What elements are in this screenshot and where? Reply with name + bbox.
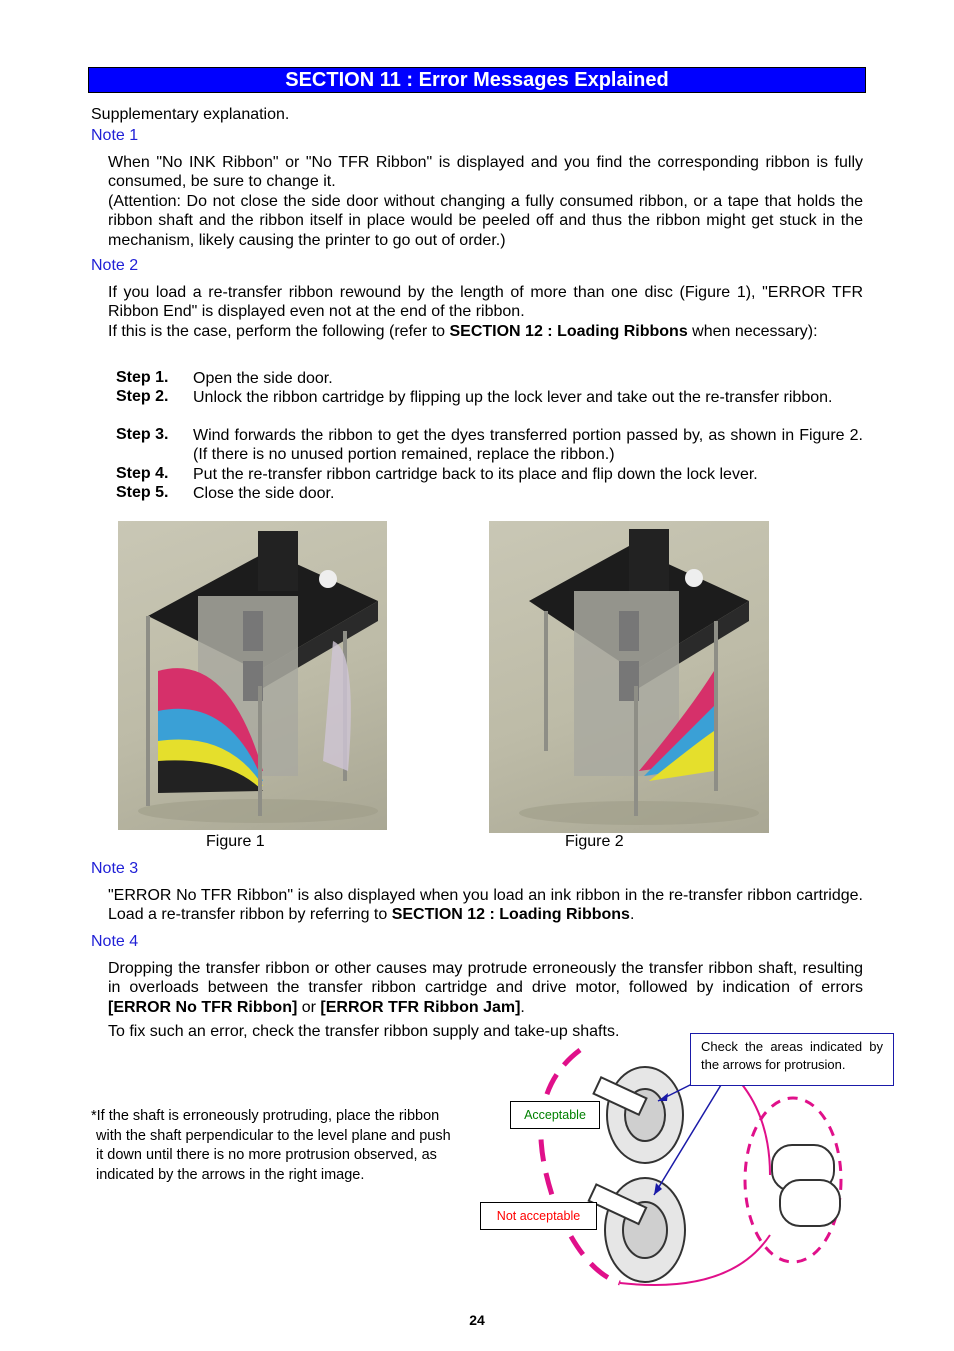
step-5-label: Step 5.	[116, 484, 169, 501]
footnote-line-4: indicated by the arrows in the right image.	[96, 1167, 365, 1183]
roller-2	[780, 1180, 840, 1226]
note2-paragraph-2	[108, 322, 863, 341]
note3-label: Note 3	[91, 860, 139, 877]
step-2-text: Unlock the ribbon cartridge by flipping up the lock lever and take out the re-transfer ribbon.	[193, 389, 833, 406]
step-5-text: Close the side door.	[193, 485, 335, 502]
note2-paragraph-1: If you load a re-transfer ribbon rewound by the length of more than one disc (Figure 1), "ERROR TFR Ribbon End" is displayed even not at the end of the ribbon.	[108, 284, 863, 321]
note1-label: Note 1	[91, 127, 139, 144]
figure-2-caption: Figure 2	[565, 833, 624, 850]
figure-1-photo	[118, 521, 387, 830]
step-2-label: Step 2.	[116, 388, 169, 405]
note4-text-c: or	[297, 998, 321, 1016]
note3-text-c: .	[629, 906, 635, 924]
not-acceptable-label: Not acceptable	[480, 1202, 597, 1230]
footnote-line-1: *If the shaft is erroneously protruding, place the ribbon	[91, 1108, 440, 1124]
step-4-label: Step 4.	[116, 465, 169, 482]
footnote-line-3: it down until there is no more protrusion observed, as	[96, 1147, 437, 1163]
step-3-text: Wind forwards the ribbon to get the dyes transferred portion passed by, as shown in Figure 2. (If there is no unused portion remained, replace the ribbon.)	[193, 427, 863, 464]
note4-error-1: [ERROR No TFR Ribbon]	[108, 998, 298, 1016]
note2-label: Note 2	[91, 257, 139, 274]
step-4-text: Put the re-transfer ribbon cartridge back to its place and flip down the lock lever.	[193, 466, 758, 483]
note4-text-a: Dropping the transfer ribbon or other causes may protrude erroneously the transfer ribbon shaft, resulting in overloads between the transfer ribbon cartridge and drive motor, followed by indication of errors	[108, 960, 863, 997]
acceptable-label: Acceptable	[510, 1101, 600, 1129]
step-1-label: Step 1.	[116, 369, 169, 386]
note4-paragraph-2: To fix such an error, check the transfer ribbon supply and take-up shafts.	[108, 1023, 620, 1040]
figure-1-caption: Figure 1	[206, 833, 265, 850]
figure-2-photo	[489, 521, 769, 833]
step-3-label: Step 3.	[116, 426, 169, 443]
intro-text: Supplementary explanation.	[91, 106, 290, 123]
check-areas-note: Check the areas indicated by the arrows for protrusion.	[690, 1033, 894, 1086]
note2-p2-text-a: If this is the case, perform the following (refer to	[108, 323, 450, 340]
note2-p2-text-c: when necessary):	[687, 323, 818, 340]
page-number: 24	[469, 1312, 485, 1328]
ribbon-cartridge-illustration-1	[118, 521, 387, 830]
ribbon-cartridge-illustration-2	[489, 521, 769, 833]
note4-paragraph-1	[108, 959, 863, 1017]
note3-text-a: "ERROR No TFR Ribbon" is also displayed when you load an ink ribbon in the re-transfer ribbon cartridge. Load a re-transfer ribbon by referring to	[108, 887, 863, 924]
section-title: SECTION 11 : Error Messages Explained	[88, 67, 866, 93]
note4-error-2: [ERROR TFR Ribbon Jam]	[320, 998, 521, 1016]
note3-section-ref: SECTION 12 : Loading Ribbons	[391, 906, 630, 924]
note2-section-ref: SECTION 12 : Loading Ribbons	[449, 323, 688, 340]
note1-paragraph-1: When "No INK Ribbon" or "No TFR Ribbon" is displayed and you find the corresponding ribbon is fully consumed, be sure to change it.	[108, 154, 863, 191]
note4-label: Note 4	[91, 933, 139, 950]
step-1-text: Open the side door.	[193, 370, 333, 387]
footnote-line-2: with the shaft perpendicular to the level plane and push	[96, 1128, 451, 1144]
note4-text-e: .	[520, 998, 525, 1016]
note1-paragraph-2: (Attention: Do not close the side door without changing a fully consumed ribbon, or a tape that holds the ribbon shaft and the ribbon itself in place would be peeled off and thus the ribbon might get stuck in the mechanism, likely causing the printer to go out of order.)	[108, 193, 863, 249]
note3-paragraph	[108, 886, 863, 925]
